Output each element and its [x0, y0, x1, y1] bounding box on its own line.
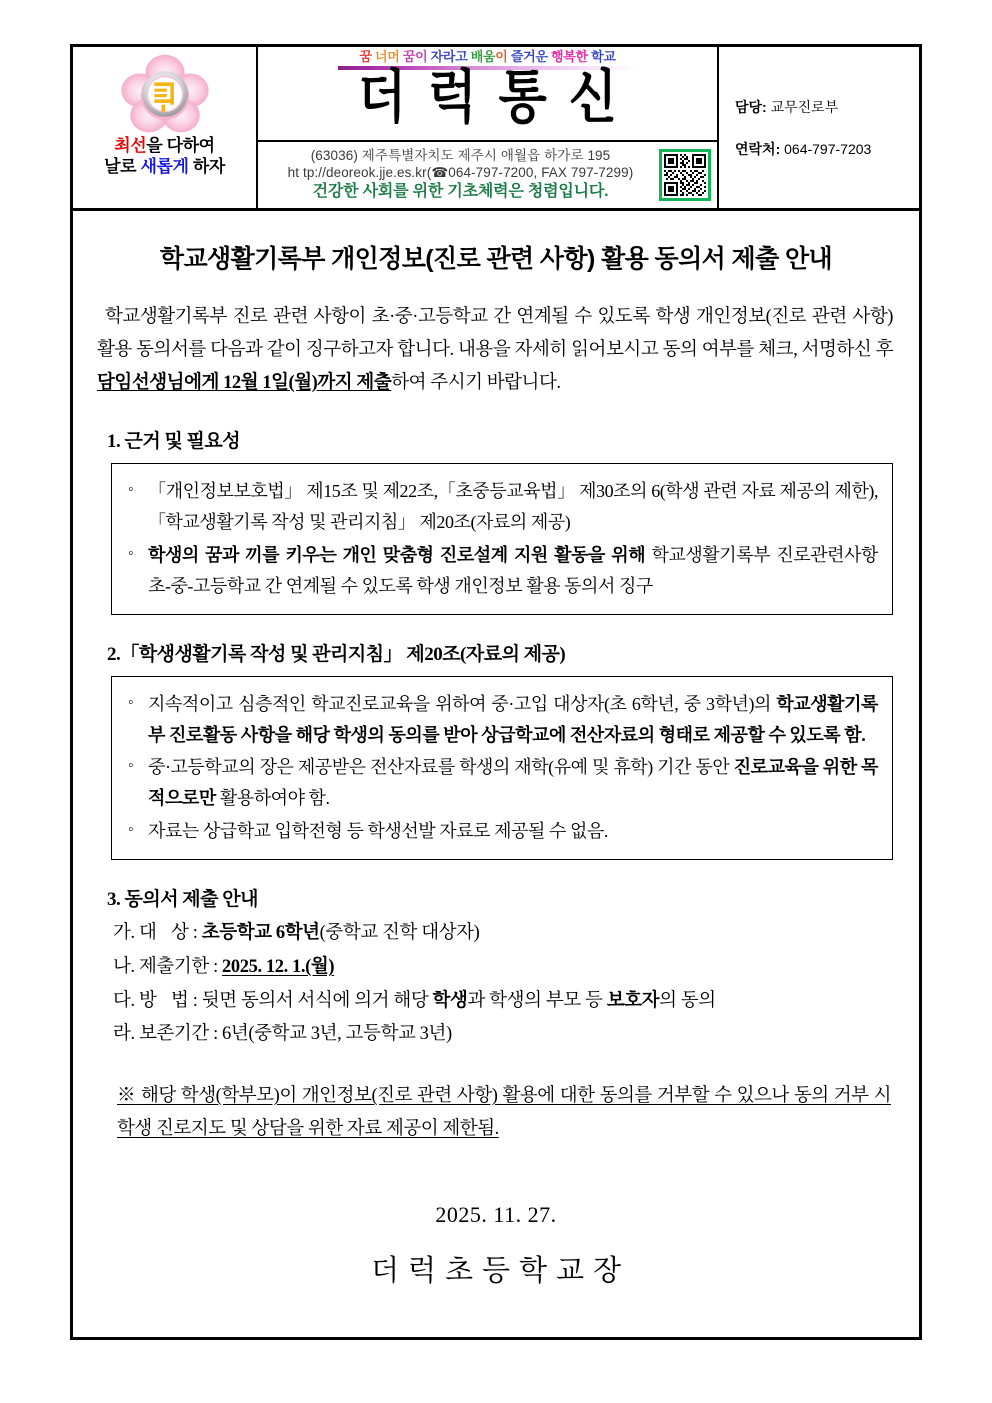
tagline-segment-3: 자라고: [430, 49, 468, 64]
section-1-list: [124, 476, 878, 602]
intro-part-1: 학교생활기록부 진로 관련 사항이 초·중·고등학교 간 연계될 수 있도록 학생 개인정보(진로 관련 사항) 활용 동의서를 다음과 같이 징구하고자 합니다. 내용을 자세히 읽어보시고 동의 여부를 체크, 서명하신 후: [97, 307, 893, 360]
s3-c-bold1: 학생: [432, 990, 468, 1011]
s2-item1-plain: 지속적이고 심층적인 학교진로교육을 위하여 중·고입 대상자(초 6학년, 중 3학년)의: [148, 693, 777, 714]
cherry-blossom-school-emblem-icon: [119, 53, 211, 135]
section-2-list: [124, 689, 878, 848]
address-line-1: (63036) 제주특별자치도 제주시 애월읍 하가로 195: [310, 148, 611, 164]
s3-a-label: 대: [138, 923, 167, 944]
s3-b-value: 2025. 12. 1.(월): [222, 957, 335, 977]
masthead-block: [258, 47, 719, 208]
tagline-segment-7: 행복한: [550, 49, 588, 64]
section-3-item-retention: [107, 1018, 899, 1052]
s3-a-sep: :: [192, 923, 198, 944]
tagline-segment-5: 이: [495, 49, 508, 64]
s3-c-plain3: 의 동의: [659, 990, 716, 1011]
section-1-box: [111, 463, 893, 615]
qr-code-icon[interactable]: [659, 149, 711, 201]
section-3-item-deadline: [107, 951, 899, 985]
s3-d-sep: :: [213, 1024, 218, 1045]
s3-c-sep: :: [192, 990, 198, 1011]
s3-c-bold2: 보호자: [606, 990, 660, 1011]
masthead: [258, 47, 717, 142]
document-body: [73, 211, 919, 1289]
letterhead: [73, 47, 919, 211]
motto-line2-c: 하자: [188, 156, 225, 176]
s2-item2-plain1: 중·고등학교의 장은 제공받은 전산자료를 학생의 재학(유예 및 휴학) 기간 동안: [148, 757, 734, 778]
school-tagline: [359, 50, 615, 64]
s3-a-marker: 가.: [113, 923, 135, 944]
section-1-heading: 1. 근거 및 필요성: [107, 430, 241, 452]
s3-d-value: 6년(중학교 3년, 고등학교 3년): [222, 1024, 452, 1045]
school-motto: [104, 136, 225, 177]
tagline-segment-6: 즐거운: [510, 49, 548, 64]
s2-item2-plain2: 활용하여야 함.: [219, 788, 330, 809]
school-emblem-block: [73, 47, 258, 208]
newsletter-title: 더럭통신: [357, 64, 640, 130]
s3-c-plain2: 과 학생의 부모 등: [467, 990, 607, 1011]
list-item: [124, 476, 878, 538]
contact-department-label: 담당:: [735, 98, 767, 115]
s3-b-sep: :: [213, 957, 218, 977]
integrity-slogan: 건강한 사회를 위한 기초체력은 청렴입니다.: [312, 183, 609, 201]
s2-item2-bold: 진로교육을 위한 목적으로만: [148, 757, 878, 809]
contact-department-value: 교무진로부: [770, 98, 839, 115]
s3-c-label2: 법: [171, 990, 189, 1011]
s1-item2-bold: 학생의 꿈과 끼를 키우는 개인 맞춤형 진로설계 지원 활동을 위해: [148, 544, 646, 565]
motto-line2-highlight: 새롭게: [140, 156, 189, 176]
intro-part-2: 하여 주시기 바랍니다.: [391, 372, 561, 393]
section-3-item-method: [107, 985, 899, 1019]
school-principal-signature: 더럭초등학교장: [370, 1254, 631, 1287]
s3-c-plain1: 뒷면 동의서 서식에 의거 해당: [201, 990, 433, 1011]
tagline-segment-0: 꿈: [359, 49, 372, 64]
issue-date: 2025. 11. 27.: [435, 1201, 557, 1227]
contact-department: [735, 97, 919, 117]
s3-d-marker: 라.: [113, 1024, 135, 1045]
footnote-text: 해당 학생(학부모)이 개인정보(진로 관련 사항) 활용에 대한 동의를 거부할 수 있으나 동의 거부 시 학생 진로지도 및 상담을 위한 자료 제공이 제한됨.: [117, 1085, 891, 1139]
motto-line2-a: 날로: [104, 156, 141, 176]
contact-block: [719, 47, 919, 208]
s2-item3-plain: 자료는 상급학교 입학전형 등 학생선발 자료로 제공될 수 없음.: [148, 821, 608, 842]
list-item: [124, 752, 878, 814]
s1-item1-text: 「개인정보보호법」 제15조 및 제22조,「초중등교육법」 제30조의 6(학생 관련 자료 제공의 제한),「학교생활기록 작성 및 관리지침」 제20조(자료의 제공): [148, 480, 878, 532]
section-2-heading: 2.「학생생활기록 작성 및 관리지침」 제20조(자료의 제공): [107, 643, 566, 665]
intro-deadline-emphasis: 담임선생님에게 12월 1일(월)까지 제출: [97, 372, 392, 393]
s1-item2-plain: 학교생활기록부 진로관련사항 초-중-고등학교 간 연계될 수 있도록 학생 개인정보 활용 동의서 징구: [148, 544, 879, 596]
footnote-mark: ※: [117, 1085, 136, 1106]
s3-b-marker: 나.: [113, 957, 135, 977]
section-3-block: [107, 884, 899, 1052]
s3-a-value-plain: (중학교 진학 대상자): [319, 923, 480, 944]
tagline-segment-8: 학교: [591, 49, 616, 64]
section-3-item-target: [107, 917, 899, 951]
s3-b-label: 제출기한: [138, 957, 209, 977]
contact-phone-value: 064-797-7203: [784, 140, 872, 157]
motto-line1-rest: 을 다하여: [146, 136, 215, 155]
footnote: [117, 1080, 891, 1146]
s2-item1-bold: 학교생활기록부 진로활동 사항을 해당 학생의 동의를 받아 상급학교에 전산자료의 형태로 제공할 수 있도록 함.: [148, 693, 878, 745]
document-frame: [70, 44, 922, 1340]
contact-phone: [735, 139, 919, 159]
s3-a-value-bold: 초등학교 6학년: [201, 923, 320, 944]
contact-phone-label: 연락처:: [735, 140, 781, 157]
intro-paragraph: [97, 301, 893, 400]
tagline-segment-4: 배움: [470, 49, 496, 64]
tagline-segment-1: 너머: [374, 49, 400, 64]
tagline-segment-2: 꿈이: [402, 49, 428, 64]
list-item: [124, 689, 878, 751]
s3-c-label: 방: [138, 990, 167, 1011]
address-line-2: ht tp://deoreok.jje.es.kr(☎064-797-7200, FAX 797-7299): [287, 164, 634, 180]
address-text: [268, 148, 653, 201]
section-2-box: [111, 676, 893, 861]
list-item: [124, 540, 878, 602]
list-item: [124, 816, 878, 847]
s3-a-label2: 상: [171, 923, 189, 944]
page-title: 학교생활기록부 개인정보(진로 관련 사항) 활용 동의서 제출 안내: [159, 245, 833, 273]
section-3-heading: 3. 동의서 제출 안내: [107, 889, 258, 911]
s3-d-label: 보존기간: [138, 1024, 209, 1045]
motto-line1-highlight: 최선: [114, 136, 147, 155]
address-block: [258, 142, 717, 208]
s3-c-marker: 다.: [113, 990, 135, 1011]
